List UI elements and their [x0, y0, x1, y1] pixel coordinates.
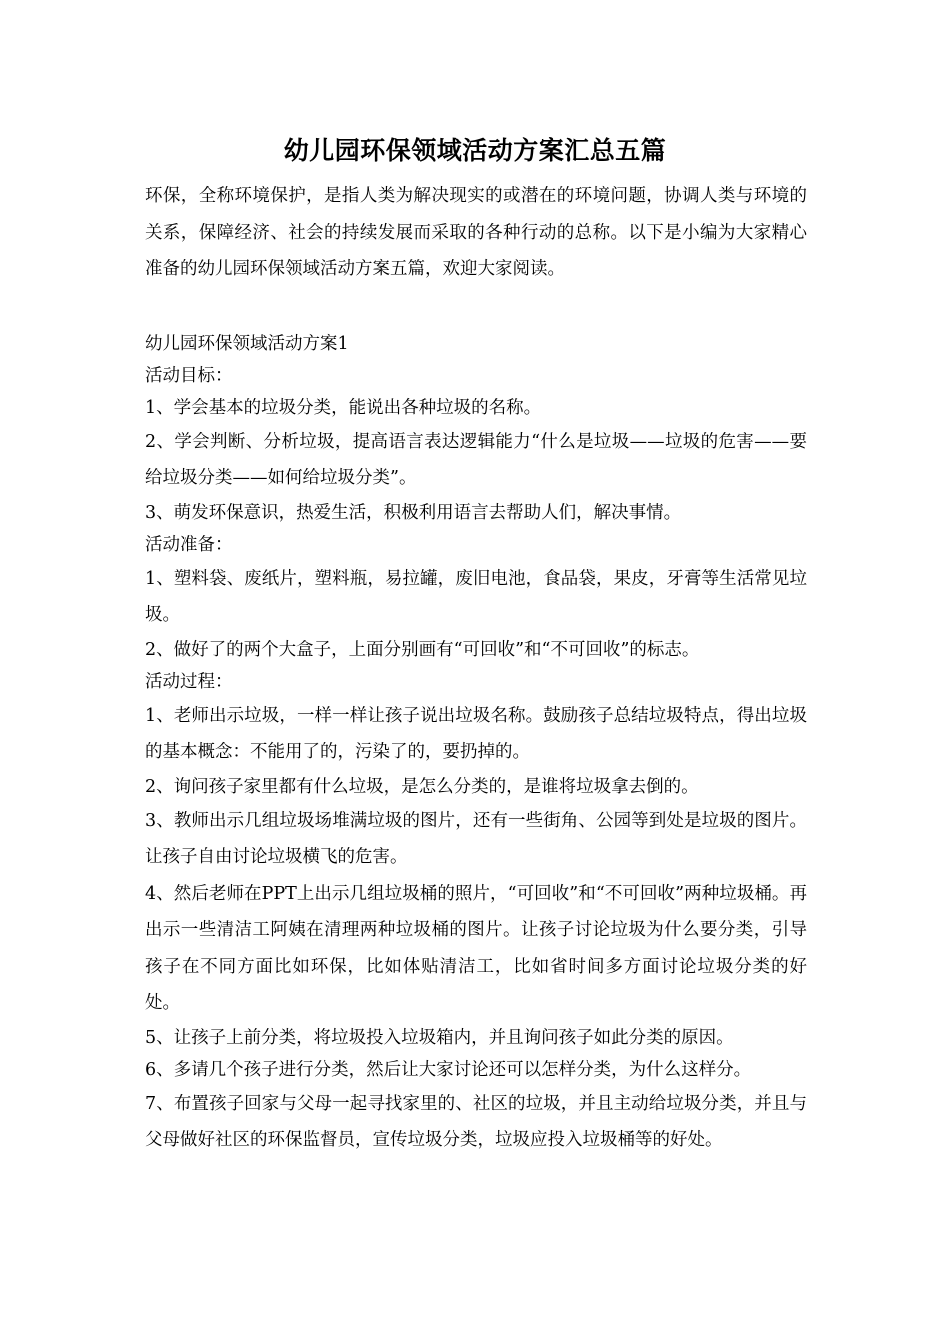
process-item: 2、询问孩子家里都有什么垃圾，是怎么分类的，是谁将垃圾拿去倒的。 — [145, 776, 699, 797]
prep-item: 2、做好了的两个大盒子，上面分别画有“可回收”和“不可回收”的标志。 — [145, 639, 700, 660]
document-title: 幼儿园环保领域活动方案汇总五篇 — [283, 136, 667, 165]
process-item: 5、让孩子上前分类，将垃圾投入垃圾箱内，并且询问孩子如此分类的原因。 — [145, 1027, 734, 1048]
process-item: 7、布置孩子回家与父母一起寻找家里的、社区的垃圾，并且主动给垃圾分类，并且与父母做好社区的环保监督员，宣传垃圾分类，垃圾应投入垃圾桶等的好处。 — [145, 1093, 807, 1150]
goal-item: 2、学会判断、分析垃圾，提高语言表达逻辑能力“什么是垃圾——垃圾的危害——要给垃圾分类——如何给垃圾分类”。 — [145, 431, 807, 488]
process-heading: 活动过程： — [145, 671, 233, 692]
goal-item: 1、学会基本的垃圾分类，能说出各种垃圾的名称。 — [145, 397, 542, 418]
process-item: 1、老师出示垃圾，一样一样让孩子说出垃圾名称。鼓励孩子总结垃圾特点，得出垃圾的基本概念：不能用了的，污染了的，要扔掉的。 — [145, 705, 807, 762]
prep-item: 1、塑料袋、废纸片，塑料瓶，易拉罐，废旧电池，食品袋，果皮，牙膏等生活常见垃圾。 — [145, 568, 807, 625]
intro-paragraph: 环保，全称环境保护，是指人类为解决现实的或潜在的环境问题，协调人类与环境的关系，保障经济、社会的持续发展而采取的各种行动的总称。以下是小编为大家精心准备的幼儿园环保领域活动方案五篇，欢迎大家阅读。 — [145, 186, 807, 279]
prep-heading: 活动准备： — [145, 534, 233, 555]
process-item: 4、然后老师在PPT上出示几组垃圾桶的照片，“可回收”和“不可回收”两种垃圾桶。再出示一些清洁工阿姨在清理两种垃圾桶的图片。让孩子讨论垃圾为什么要分类，引导孩子在不同方面比如环保，比如体贴清洁工，比如省时间多方面讨论垃圾分类的好处。 — [145, 883, 807, 1013]
goals-heading: 活动目标： — [145, 365, 233, 386]
process-item: 6、多请几个孩子进行分类，然后让大家讨论还可以怎样分类，为什么这样分。 — [145, 1059, 752, 1080]
section-heading: 幼儿园环保领域活动方案1 — [145, 333, 349, 354]
process-item: 3、教师出示几组垃圾场堆满垃圾的图片，还有一些街角、公园等到处是垃圾的图片。让孩子自由讨论垃圾横飞的危害。 — [145, 810, 807, 867]
paragraph-spacer — [145, 288, 807, 328]
document-body — [145, 178, 807, 1159]
goal-item: 3、萌发环保意识，热爱生活，积极利用语言去帮助人们，解决事情。 — [145, 502, 682, 523]
